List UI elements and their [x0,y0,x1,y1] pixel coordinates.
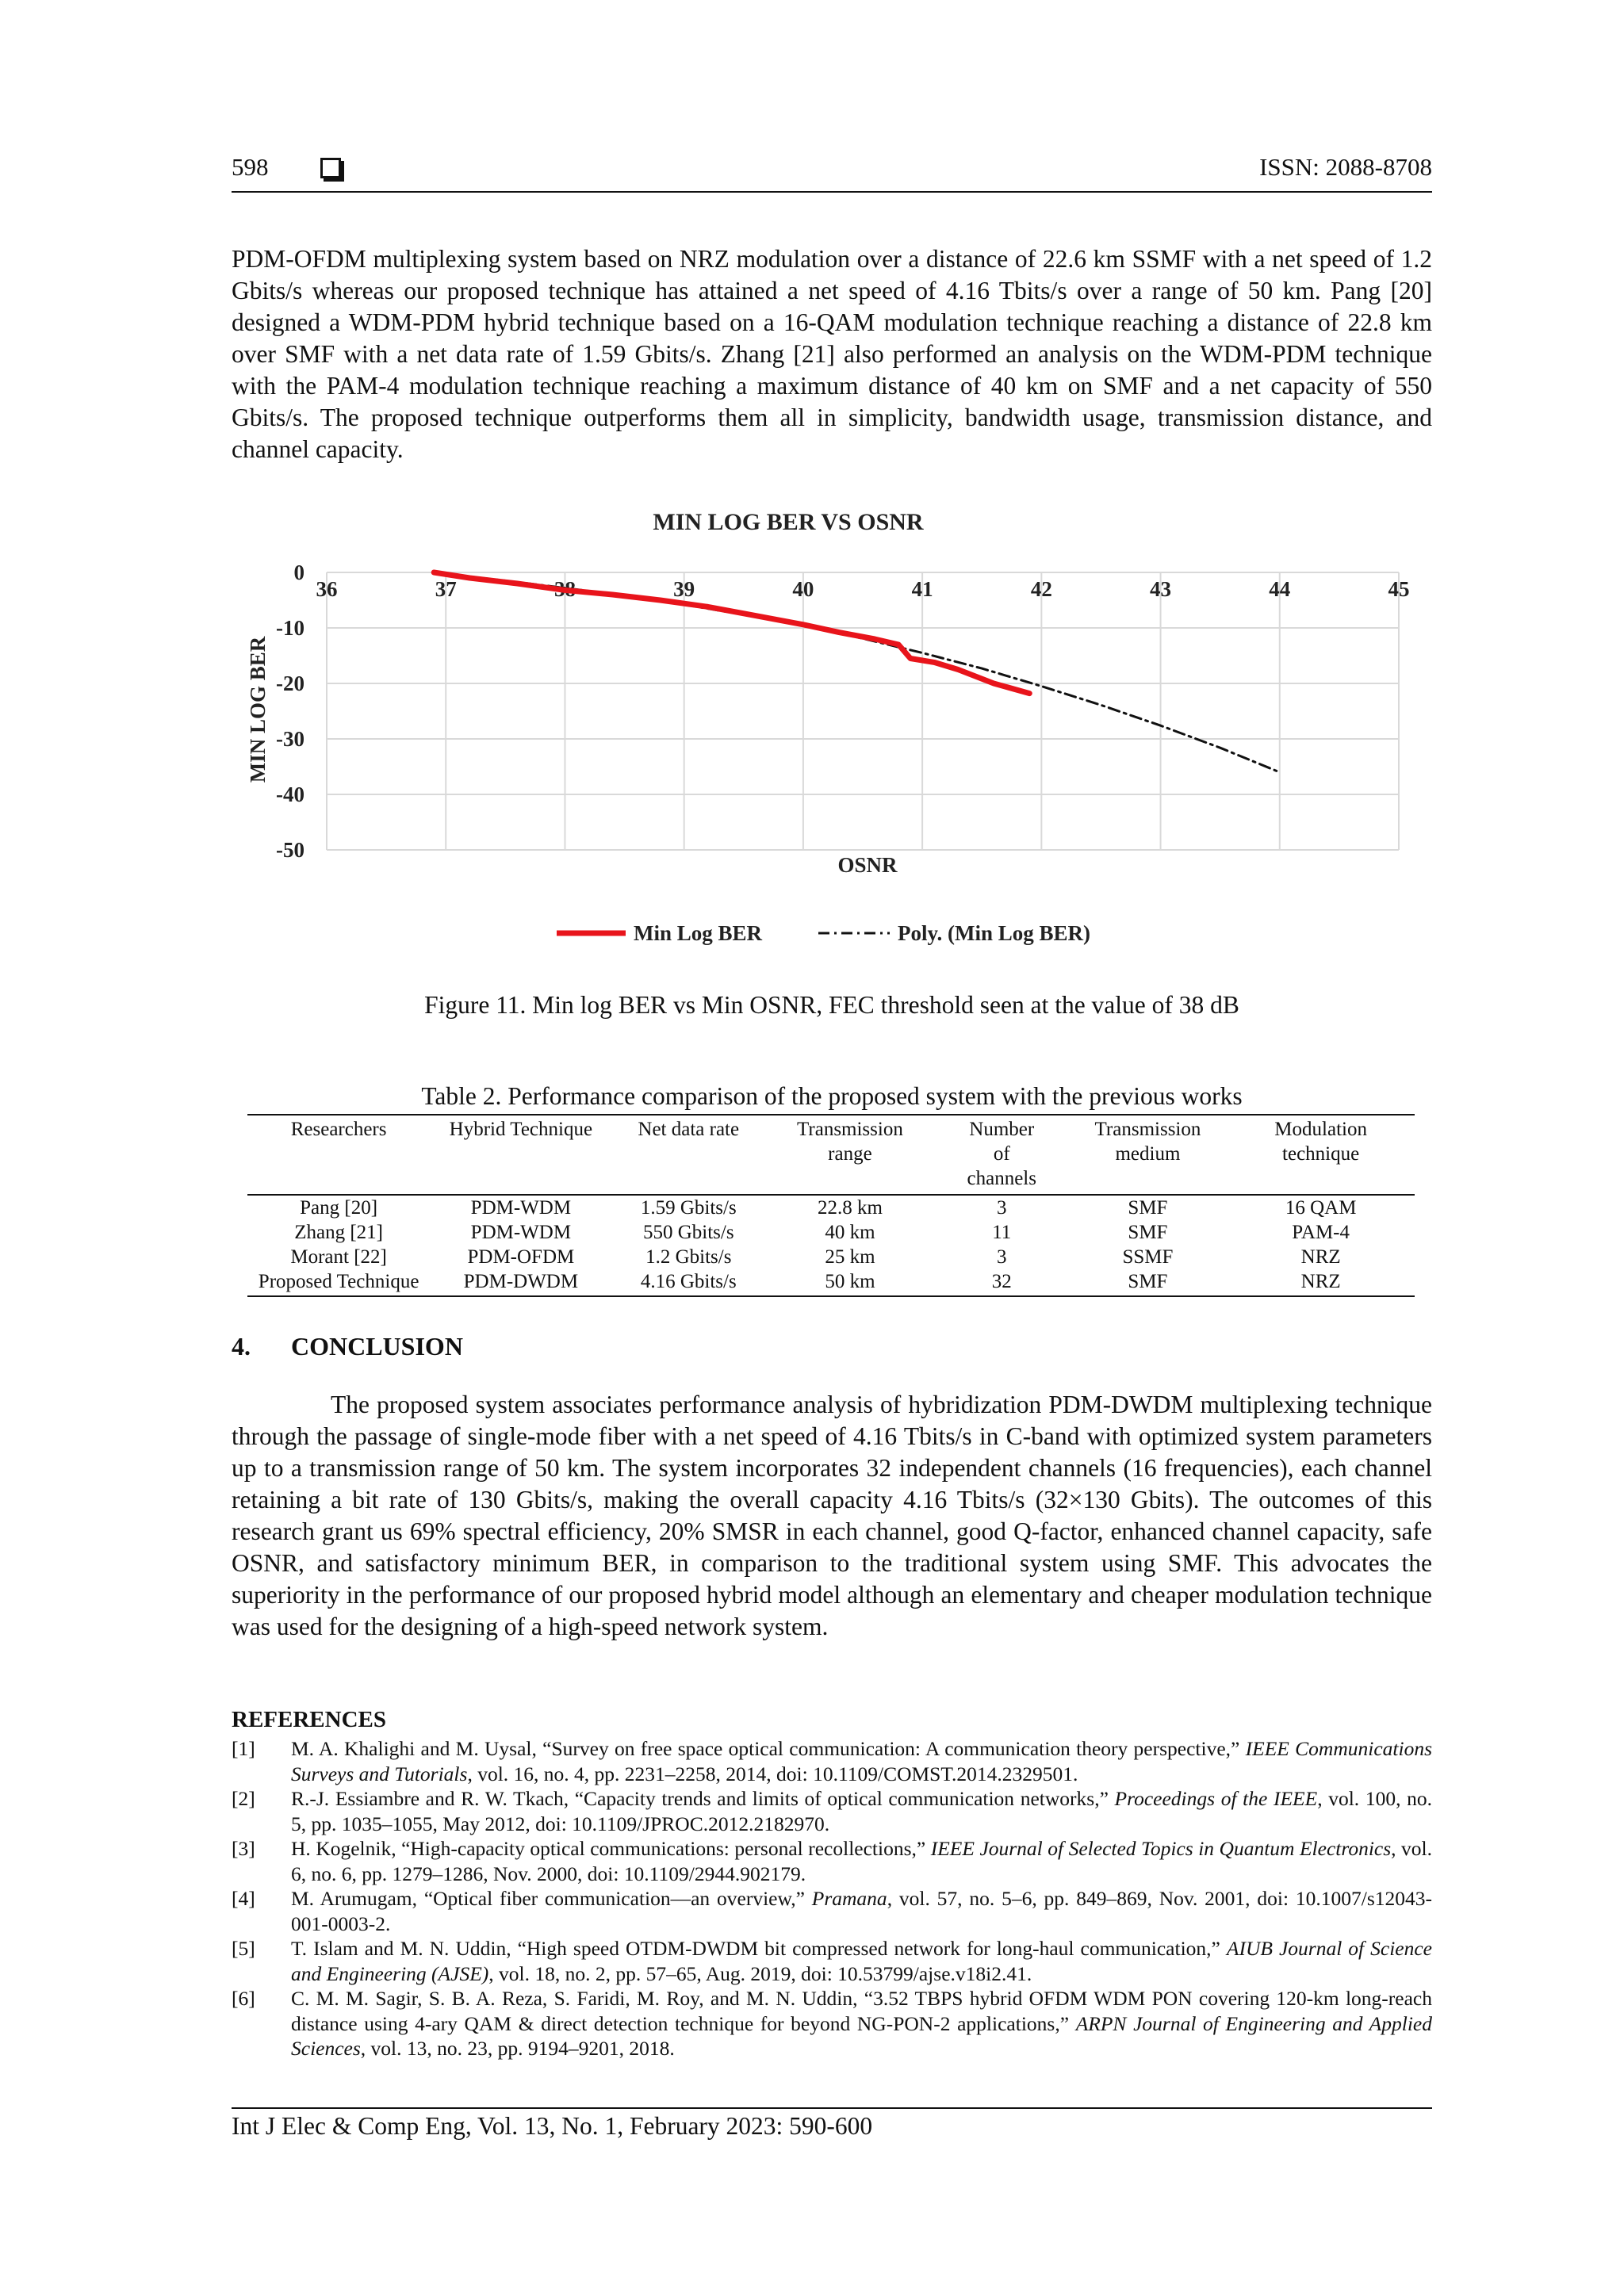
table-header-cell: Net data rate [612,1115,765,1195]
table-cell: Zhang [21] [294,1222,383,1243]
chart-title: MIN LOG BER VS OSNR [653,509,924,535]
y-tick-label: -40 [276,783,304,806]
issn-label: ISSN: 2088-8708 [1259,153,1432,181]
table-header-cell: Hybrid Technique [430,1115,611,1195]
table-header-cell: Transmission range [765,1115,935,1195]
table-cell: Morant [22] [290,1246,387,1268]
reference-number: [6] [232,1987,255,2010]
table-cell: PDM-DWDM [430,1269,611,1296]
chart-series [434,572,1280,772]
section-title: CONCLUSION [291,1332,463,1360]
x-tick-label: 36 [316,577,338,601]
y-tick-label: -30 [276,727,304,751]
table-cell: NRZ [1227,1269,1415,1296]
table-cell: 50 km [765,1269,935,1296]
table-row [247,1269,1415,1296]
table-cell: 11 [992,1222,1012,1243]
table-cell: SMF [1069,1269,1228,1296]
reference-item [232,1836,1432,1886]
section-number: 4. [232,1332,251,1360]
reference-venue: AIUB Journal of Science and Engineering (AJSE) [291,1937,1432,1985]
chart-y-axis-label: MIN LOG BER [246,636,270,783]
y-tick-label: -20 [276,672,304,695]
table-cell: SMF [1128,1197,1168,1219]
references-heading: REFERENCES [232,1707,386,1732]
section-heading [232,1332,463,1361]
table-header-cell: Researchers [247,1115,430,1195]
reference-text: C. M. M. Sagir, S. B. A. Reza, S. Faridi, M. Roy, and M. N. Uddin, “3.52 TBPS hybrid OFDM WDM PON covering 120-km long-reach distance using 4-ary QAM & direct detection technique for beyond NG-PON-2 applications,” [291,1987,1432,2035]
x-tick-label: 39 [673,577,695,601]
reference-item [232,1936,1432,1986]
table-cell: 550 Gbits/s [642,1222,734,1243]
reference-text: H. Kogelnik, “High-capacity optical communications: personal recollections,” [291,1837,931,1860]
reference-number: [4] [232,1887,255,1910]
reference-item [232,1736,1432,1786]
table-row [247,1245,1415,1269]
page-header [232,153,1432,191]
reference-details: , vol. 6, no. 6, pp. 1279–1286, Nov. 2000, doi: 10.1109/2944.902179. [291,1837,1432,1885]
legend-label-poly: Poly. (Min Log BER) [898,921,1091,945]
comparison-table [247,1114,1415,1297]
table-cell: 25 km [825,1246,875,1268]
chart-legend [557,921,1090,945]
table-row [247,1220,1415,1245]
table-cell: 3 [996,1246,1007,1268]
x-tick-label: 40 [792,577,814,601]
table-cell: 32 [935,1269,1069,1296]
table-cell: PDM-WDM [470,1222,572,1243]
reference-venue: Proceedings of the IEEE [1114,1787,1318,1810]
reference-details: , vol. 100, no. 5, pp. 1035–1055, May 2012, doi: 10.1109/JPROC.2012.2182970. [291,1787,1432,1835]
y-tick-label: 0 [293,561,304,584]
table-cell: PDM-WDM [470,1197,572,1219]
table-row [247,1195,1415,1220]
reference-venue: Pramana [811,1887,887,1910]
reference-venue: IEEE Communications Surveys and Tutorials [291,1737,1432,1785]
table-cell: 40 km [825,1222,875,1243]
table-cell: 4.16 Gbits/s [612,1269,765,1296]
table-cell: Pang [20] [300,1197,378,1219]
reference-number: [2] [232,1787,255,1810]
reference-venue: ARPN Journal of Engineering and Applied Sciences [291,2011,1432,2060]
reference-item [232,1986,1432,2061]
reference-text: R.-J. Essiambre and R. W. Tkach, “Capacity trends and limits of optical communication networks,” [291,1787,1115,1810]
footer-divider [232,2107,1432,2109]
reference-text: M. A. Khalighi and M. Uysal, “Survey on free space optical communication: A communication theory perspective,” [291,1737,1246,1760]
x-tick-label: 37 [435,577,457,601]
reference-details: , vol. 57, no. 5–6, pp. 849–869, Nov. 2001, doi: 10.1007/s12043-001-0003-2. [291,1887,1432,1935]
x-tick-label: 43 [1150,577,1172,601]
reference-number: [1] [232,1737,255,1760]
reference-venue: IEEE Journal of Selected Topics in Quantum Electronics [930,1837,1392,1860]
page-number: 598 [232,153,269,181]
table-cell: SMF [1128,1222,1168,1243]
table-header-cell: Transmission medium [1069,1115,1228,1195]
reference-number: [5] [232,1937,255,1960]
table-cell: PAM-4 [1292,1222,1350,1243]
header-divider [232,191,1432,193]
table-cell: NRZ [1300,1246,1341,1268]
table-cell: 22.8 km [817,1197,883,1219]
table-cell: Proposed Technique [247,1269,430,1296]
ber-osnr-chart [232,492,1432,967]
table-cell: 1.2 Gbits/s [645,1246,732,1268]
checkbox-square-icon [320,158,341,178]
reference-number: [3] [232,1837,255,1860]
chart-gridlines [327,572,1399,850]
series-line-min-log-ber [434,572,1029,694]
reference-details: , vol. 18, no. 2, pp. 57–65, Aug. 2019, doi: 10.53799/ajse.v18i2.41. [488,1961,1032,1985]
table-caption: Table 2. Performance comparison of the proposed system with the previous works [421,1082,1243,1110]
series-line-poly-fit [434,572,1280,772]
table-cell: SSMF [1122,1246,1174,1268]
x-tick-label: 44 [1269,577,1291,601]
y-tick-label: -50 [276,838,304,862]
references-list [232,1736,1432,2061]
reference-item [232,1786,1432,1836]
reference-details: , vol. 13, no. 23, pp. 9194–9201, 2018. [360,2037,675,2060]
intro-paragraph: PDM-OFDM multiplexing system based on NRZ modulation over a distance of 22.6 km SSMF with a net speed of 1.2 Gbits/s whereas our proposed technique has attained a net speed of 4.16 Tbits/s over a range of 50 km. Pang [20] designed a WDM-PDM hybrid technique based on a 16-QAM modulation technique reaching a distance of 22.8 km over SMF with a net data rate of 1.59 Gbits/s. Zhang [21] also performed an analysis on the WDM-PDM technique with the PAM-4 modulation technique reaching a maximum distance of 40 km on SMF and a net capacity of 550 Gbits/s. The proposed technique outperforms them all in simplicity, bandwidth usage, transmission distance, and channel capacity. [232,244,1432,463]
x-tick-label: 42 [1030,577,1052,601]
legend-label-min-log-ber: Min Log BER [634,921,763,945]
y-tick-label: -10 [276,616,304,640]
table-cell: 16 QAM [1285,1197,1357,1219]
table-cell: 1.59 Gbits/s [640,1197,737,1219]
reference-text: M. Arumugam, “Optical fiber communication—an overview,” [291,1887,812,1910]
x-tick-label: 41 [911,577,933,601]
figure-caption: Figure 11. Min log BER vs Min OSNR, FEC threshold seen at the value of 38 dB [424,991,1239,1019]
table-header-cell: Number of channels [935,1115,1069,1195]
reference-item [232,1886,1432,1936]
conclusion-paragraph: The proposed system associates performance analysis of hybridization PDM-DWDM multiplexing technique through the passage of single-mode fiber with a net speed of 4.16 Tbits/s in C-band with optimized system parameters up to a transmission range of 50 km. The system incorporates 32 independent channels (16 frequencies), each channel retaining a bit rate of 130 Gbits/s, making the overall capacity 4.16 Tbits/s (32×130 Gbits). The outcomes of this research grant us 69% spectral efficiency, 20% SMSR in each channel, good Q-factor, enhanced channel capacity, safe OSNR, and satisfactory minimum BER, in comparison to the traditional system using SMF. This advocates the superiority in the performance of our proposed hybrid model although an elementary and cheaper modulation technique was used for the designing of a high-speed network system. [232,1390,1432,1640]
x-tick-label: 45 [1388,577,1410,601]
table-header-row [247,1115,1415,1195]
chart-x-axis-label: OSNR [837,853,898,877]
reference-text: T. Islam and M. N. Uddin, “High speed OTDM-DWDM bit compressed network for long-haul communication,” [291,1937,1227,1960]
page-footer: Int J Elec & Comp Eng, Vol. 13, No. 1, February 2023: 590-600 [232,2112,873,2140]
table-cell: PDM-OFDM [467,1246,575,1268]
x-tick-label: 38 [553,577,576,601]
reference-details: , vol. 16, no. 4, pp. 2231–2258, 2014, doi: 10.1109/COMST.2014.2329501. [467,1762,1078,1785]
table-header-cell: Modulation technique [1227,1115,1415,1195]
table-cell: 3 [996,1197,1007,1219]
